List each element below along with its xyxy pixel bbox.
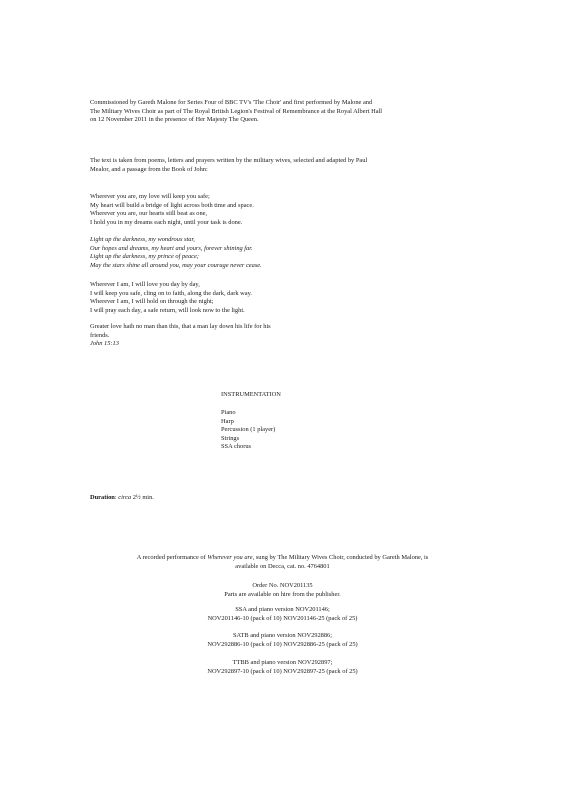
commission-line: Commissioned by Gareth Malone for Series Four of BBC TV's 'The Choir' and first performed by Malone and bbox=[90, 99, 373, 106]
lyric-line: I will pray each day, a safe return, will look now to the light. bbox=[90, 306, 245, 314]
instrument-item: Piano bbox=[221, 409, 236, 416]
text-source-line: The text is taken from poems, letters and prayers written by the military wives, selected and adapted by Paul bbox=[90, 157, 368, 164]
version-name: SSA and piano version NOV201146; bbox=[235, 606, 330, 613]
instrumentation-list bbox=[221, 409, 275, 452]
lyric-line: My heart will build a bridge of light across both time and space. bbox=[90, 201, 254, 209]
version-ssa bbox=[60, 606, 505, 623]
order-number: Order No. NOV201135 bbox=[252, 582, 313, 589]
lyric-line: Light up the darkness, my wondrous star, bbox=[90, 236, 195, 243]
lyrics-stanza-1 bbox=[90, 193, 254, 227]
lyric-line: I hold you in my dreams each night, until your task is done. bbox=[90, 218, 243, 226]
duration-value: 2½ min. bbox=[131, 494, 154, 501]
lyric-line: Wherever you are, our hearts still beat as one, bbox=[90, 210, 208, 218]
duration-label: Duration bbox=[90, 494, 115, 501]
version-name: SATB and piano version NOV292886; bbox=[232, 632, 333, 639]
lyrics-stanza-3 bbox=[90, 281, 252, 315]
recording-post: , sung by The Military Wives Choir, conducted by Gareth Malone, is bbox=[252, 554, 429, 561]
recording-note bbox=[60, 554, 505, 571]
commission-paragraph bbox=[90, 99, 490, 125]
lyric-line: Light up the darkness, my prince of peace; bbox=[90, 253, 199, 261]
lyrics-stanza-2 bbox=[90, 236, 262, 270]
parts-note: Parts are available on hire from the publisher. bbox=[224, 590, 341, 598]
recording-title: Wherever you are bbox=[207, 554, 253, 561]
instrument-item: Strings bbox=[221, 434, 240, 442]
scripture-quote bbox=[90, 323, 271, 349]
recording-catalogue: available on Decca, cat. no. 4764801 bbox=[235, 562, 330, 570]
commission-line: The Military Wives Choir as part of The Royal British Legion's Festival of Remembrance at the Royal Albert Hall bbox=[90, 107, 383, 115]
lyric-line: Wherever you are, my love will keep you safe; bbox=[90, 193, 210, 200]
version-packs: NOV292897-10 (pack of 10) NOV292897-25 (pack of 25) bbox=[207, 667, 358, 675]
version-name: TTBB and piano version NOV292897; bbox=[232, 659, 333, 666]
scripture-line: Greater love hath no man than this, that a man lay down his life for his bbox=[90, 323, 271, 330]
version-packs: NOV201146-10 (pack of 10) NOV201146-25 (pack of 25) bbox=[207, 614, 358, 622]
duration-separator: : bbox=[114, 494, 119, 501]
commission-line: on 12 November 2011 in the presence of Her Majesty The Queen. bbox=[90, 116, 259, 124]
instrument-item: Percussion (1 player) bbox=[221, 426, 276, 434]
text-source-paragraph bbox=[90, 157, 490, 174]
instrumentation-heading bbox=[221, 391, 281, 400]
instrument-item: Harp bbox=[221, 417, 234, 425]
instrumentation-title: INSTRUMENTATION bbox=[221, 391, 281, 398]
duration-line bbox=[90, 494, 154, 503]
text-source-line: Mealor, and a passage from the Book of John: bbox=[90, 165, 208, 173]
instrument-item: SSA chorus bbox=[221, 443, 252, 451]
lyric-line: May the stars shine all around you, may your courage never cease. bbox=[90, 261, 262, 269]
lyric-line: Our hopes and dreams, my heart and yours, forever shining far. bbox=[90, 244, 253, 252]
scripture-line: friends. bbox=[90, 331, 110, 339]
version-ttbb bbox=[60, 659, 505, 676]
lyric-line: Wherever I am, I will love you day by day, bbox=[90, 281, 200, 288]
lyric-line: I will keep you safe, cling on to faith, along the dark, dark way. bbox=[90, 289, 252, 297]
recording-pre: A recorded performance of bbox=[136, 554, 208, 561]
version-satb bbox=[60, 632, 505, 649]
lyric-line: Wherever I am, I will hold on through the night; bbox=[90, 298, 214, 306]
duration-qualifier: circa bbox=[118, 494, 132, 501]
order-info bbox=[60, 582, 505, 599]
version-packs: NOV292886-10 (pack of 10) NOV292886-25 (pack of 25) bbox=[207, 640, 358, 648]
scripture-reference: John 15:13 bbox=[90, 340, 119, 348]
